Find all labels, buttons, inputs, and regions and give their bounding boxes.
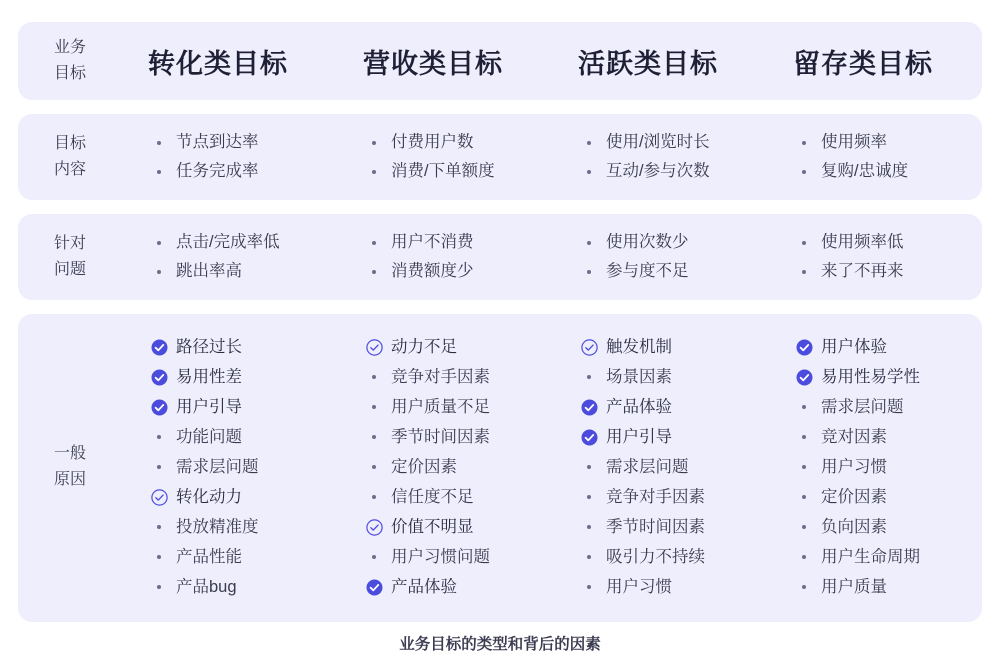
list-item (363, 512, 552, 542)
bullet-dot-icon (578, 270, 600, 274)
row-band-2 (18, 114, 982, 200)
column-1 (122, 228, 337, 286)
list-item (578, 157, 767, 186)
row-label-line: 一般 (53, 445, 86, 462)
row-label (18, 35, 122, 87)
list-item (793, 128, 982, 157)
bullet-dot-icon (793, 270, 815, 274)
list-item-label: 功能问题 (176, 428, 242, 446)
list-item (148, 228, 337, 257)
list-item (578, 512, 767, 542)
list-item (148, 542, 337, 572)
column-4 (767, 332, 982, 602)
list-item (363, 572, 552, 602)
check-filled-icon (793, 366, 815, 388)
row-label-line: 原因 (53, 471, 86, 488)
bullet-dot-icon (363, 375, 385, 379)
list-item-label: 场景因素 (606, 368, 672, 386)
list-item-label: 季节时间因素 (391, 428, 490, 446)
list-item (148, 157, 337, 186)
list-item (148, 392, 337, 422)
list-item-label: 跳出率高 (176, 262, 242, 280)
list-item-label: 参与度不足 (606, 262, 689, 280)
list-item (793, 157, 982, 186)
list-item-label: 需求层问题 (176, 458, 259, 476)
list-item-label: 信任度不足 (391, 488, 474, 506)
list-item-label: 用户体验 (821, 338, 887, 356)
bullet-dot-icon (793, 555, 815, 559)
list-item (793, 542, 982, 572)
list-item (793, 422, 982, 452)
bullet-dot-icon (793, 141, 815, 145)
item-list (793, 332, 982, 602)
list-item (148, 362, 337, 392)
list-item (148, 257, 337, 286)
list-item (148, 452, 337, 482)
list-item (363, 128, 552, 157)
bullet-dot-icon (793, 170, 815, 174)
list-item-label: 来了不再来 (821, 262, 904, 280)
list-item-label: 竞争对手因素 (606, 488, 705, 506)
bullet-dot-icon (363, 465, 385, 469)
row-label-line: 业务 (53, 39, 86, 56)
item-list (363, 128, 552, 186)
list-item-label: 动力不足 (391, 338, 457, 356)
list-item (578, 362, 767, 392)
bullet-dot-icon (148, 585, 170, 589)
list-item (793, 392, 982, 422)
column-title: 留存类目标 (793, 48, 933, 79)
bullet-dot-icon (148, 270, 170, 274)
list-item-label: 产品bug (176, 578, 237, 596)
item-list (363, 332, 552, 602)
item-list (148, 228, 337, 286)
bullet-dot-icon (578, 465, 600, 469)
list-item (363, 332, 552, 362)
bullet-dot-icon (363, 555, 385, 559)
bullet-dot-icon (793, 585, 815, 589)
list-item-label: 季节时间因素 (606, 518, 705, 536)
check-outline-icon (363, 336, 385, 358)
list-item-label: 用户引导 (606, 428, 672, 446)
list-item-label: 用户质量不足 (391, 398, 490, 416)
list-item (578, 228, 767, 257)
bullet-dot-icon (578, 170, 600, 174)
list-item-label: 用户引导 (176, 398, 242, 416)
column-3 (552, 42, 767, 81)
list-item-label: 易用性易学性 (821, 368, 920, 386)
check-filled-icon (793, 336, 815, 358)
list-item-label: 定价因素 (391, 458, 457, 476)
list-item (793, 228, 982, 257)
list-item-label: 任务完成率 (176, 162, 259, 180)
column-3 (552, 228, 767, 286)
list-item (363, 362, 552, 392)
list-item (578, 332, 767, 362)
list-item-label: 使用/浏览时长 (606, 133, 710, 151)
list-item-label: 用户习惯 (821, 458, 887, 476)
bullet-dot-icon (578, 375, 600, 379)
list-item (148, 332, 337, 362)
bullet-dot-icon (148, 241, 170, 245)
bullet-dot-icon (363, 141, 385, 145)
list-item-label: 用户质量 (821, 578, 887, 596)
list-item-label: 消费额度少 (391, 262, 474, 280)
bullet-dot-icon (793, 405, 815, 409)
list-item-label: 用户生命周期 (821, 548, 920, 566)
list-item (793, 332, 982, 362)
check-outline-icon (148, 486, 170, 508)
list-item (793, 257, 982, 286)
bullet-dot-icon (363, 435, 385, 439)
bullet-dot-icon (148, 141, 170, 145)
check-filled-icon (578, 396, 600, 418)
column-2 (337, 228, 552, 286)
list-item (148, 512, 337, 542)
list-item-label: 复购/忠诚度 (821, 162, 909, 180)
list-item (793, 362, 982, 392)
list-item (363, 228, 552, 257)
bullet-dot-icon (578, 585, 600, 589)
bullet-dot-icon (148, 465, 170, 469)
check-filled-icon (148, 396, 170, 418)
row-label-line: 目标 (53, 135, 86, 152)
column-3 (552, 128, 767, 186)
item-list (578, 332, 767, 602)
list-item-label: 产品体验 (606, 398, 672, 416)
list-item (148, 572, 337, 602)
bullet-dot-icon (793, 525, 815, 529)
column-title: 转化类目标 (148, 48, 288, 79)
list-item-label: 竞争对手因素 (391, 368, 490, 386)
list-item-label: 用户不消费 (391, 233, 474, 251)
row-label (18, 228, 122, 286)
item-list (793, 228, 982, 286)
list-item-label: 使用次数少 (606, 233, 689, 251)
list-item-label: 路径过长 (176, 338, 242, 356)
list-item-label: 用户习惯 (606, 578, 672, 596)
list-item (363, 452, 552, 482)
list-item-label: 用户习惯问题 (391, 548, 490, 566)
item-list (148, 128, 337, 186)
list-item-label: 使用频率低 (821, 233, 904, 251)
bullet-dot-icon (578, 241, 600, 245)
item-list (578, 228, 767, 286)
item-list (793, 128, 982, 186)
list-item-label: 需求层问题 (821, 398, 904, 416)
bullet-dot-icon (793, 465, 815, 469)
list-item (148, 482, 337, 512)
list-item (793, 512, 982, 542)
bullet-dot-icon (793, 435, 815, 439)
bullet-dot-icon (148, 435, 170, 439)
list-item (363, 392, 552, 422)
row-label-line: 问题 (53, 261, 86, 278)
list-item-label: 节点到达率 (176, 133, 259, 151)
row-label (18, 332, 122, 602)
list-item-label: 触发机制 (606, 338, 672, 356)
list-item-label: 竞对因素 (821, 428, 887, 446)
bullet-dot-icon (793, 241, 815, 245)
list-item (793, 452, 982, 482)
column-2 (337, 42, 552, 81)
bullet-dot-icon (578, 141, 600, 145)
row-band-4 (18, 314, 982, 622)
item-list (363, 228, 552, 286)
list-item-label: 需求层问题 (606, 458, 689, 476)
bullet-dot-icon (578, 495, 600, 499)
list-item (578, 257, 767, 286)
list-item (793, 572, 982, 602)
list-item (363, 157, 552, 186)
list-item (793, 482, 982, 512)
row-band-3 (18, 214, 982, 300)
column-4 (767, 42, 982, 81)
bullet-dot-icon (363, 405, 385, 409)
list-item (363, 257, 552, 286)
list-item-label: 转化动力 (176, 488, 242, 506)
bullet-dot-icon (363, 495, 385, 499)
list-item (148, 128, 337, 157)
list-item-label: 互动/参与次数 (606, 162, 710, 180)
column-2 (337, 332, 552, 602)
bullet-dot-icon (148, 170, 170, 174)
column-1 (122, 128, 337, 186)
list-item-label: 产品性能 (176, 548, 242, 566)
row-label-line: 目标 (53, 65, 86, 82)
list-item-label: 点击/完成率低 (176, 233, 280, 251)
list-item-label: 使用频率 (821, 133, 887, 151)
list-item (148, 422, 337, 452)
check-outline-icon (578, 336, 600, 358)
figure-caption: 业务目标的类型和背后的因素 (399, 636, 601, 653)
item-list (148, 332, 337, 602)
list-item (363, 482, 552, 512)
check-filled-icon (578, 426, 600, 448)
check-filled-icon (148, 366, 170, 388)
bullet-dot-icon (578, 555, 600, 559)
column-1 (122, 332, 337, 602)
column-3 (552, 332, 767, 602)
list-item (578, 452, 767, 482)
list-item-label: 易用性差 (176, 368, 242, 386)
list-item (578, 542, 767, 572)
list-item-label: 吸引力不持续 (606, 548, 705, 566)
bullet-dot-icon (363, 170, 385, 174)
bullet-dot-icon (363, 270, 385, 274)
list-item (363, 542, 552, 572)
list-item-label: 付费用户数 (391, 133, 474, 151)
list-item-label: 定价因素 (821, 488, 887, 506)
row-label (18, 128, 122, 186)
list-item-label: 负向因素 (821, 518, 887, 536)
rows-container (18, 22, 982, 622)
list-item (578, 392, 767, 422)
list-item (578, 422, 767, 452)
list-item (578, 482, 767, 512)
column-2 (337, 128, 552, 186)
list-item (578, 128, 767, 157)
bullet-dot-icon (148, 525, 170, 529)
row-label-line: 针对 (53, 235, 86, 252)
bullet-dot-icon (578, 525, 600, 529)
column-title: 营收类目标 (363, 48, 503, 79)
check-outline-icon (363, 516, 385, 538)
list-item-label: 投放精准度 (176, 518, 259, 536)
list-item (363, 422, 552, 452)
bullet-dot-icon (363, 241, 385, 245)
column-title: 活跃类目标 (578, 48, 718, 79)
check-filled-icon (148, 336, 170, 358)
item-list (578, 128, 767, 186)
bullet-dot-icon (148, 555, 170, 559)
list-item-label: 产品体验 (391, 578, 457, 596)
row-label-line: 内容 (53, 161, 86, 178)
column-1 (122, 42, 337, 81)
list-item (578, 572, 767, 602)
list-item-label: 消费/下单额度 (391, 162, 495, 180)
list-item-label: 价值不明显 (391, 518, 474, 536)
check-filled-icon (363, 576, 385, 598)
column-4 (767, 228, 982, 286)
column-4 (767, 128, 982, 186)
bullet-dot-icon (793, 495, 815, 499)
row-band-1 (18, 22, 982, 100)
